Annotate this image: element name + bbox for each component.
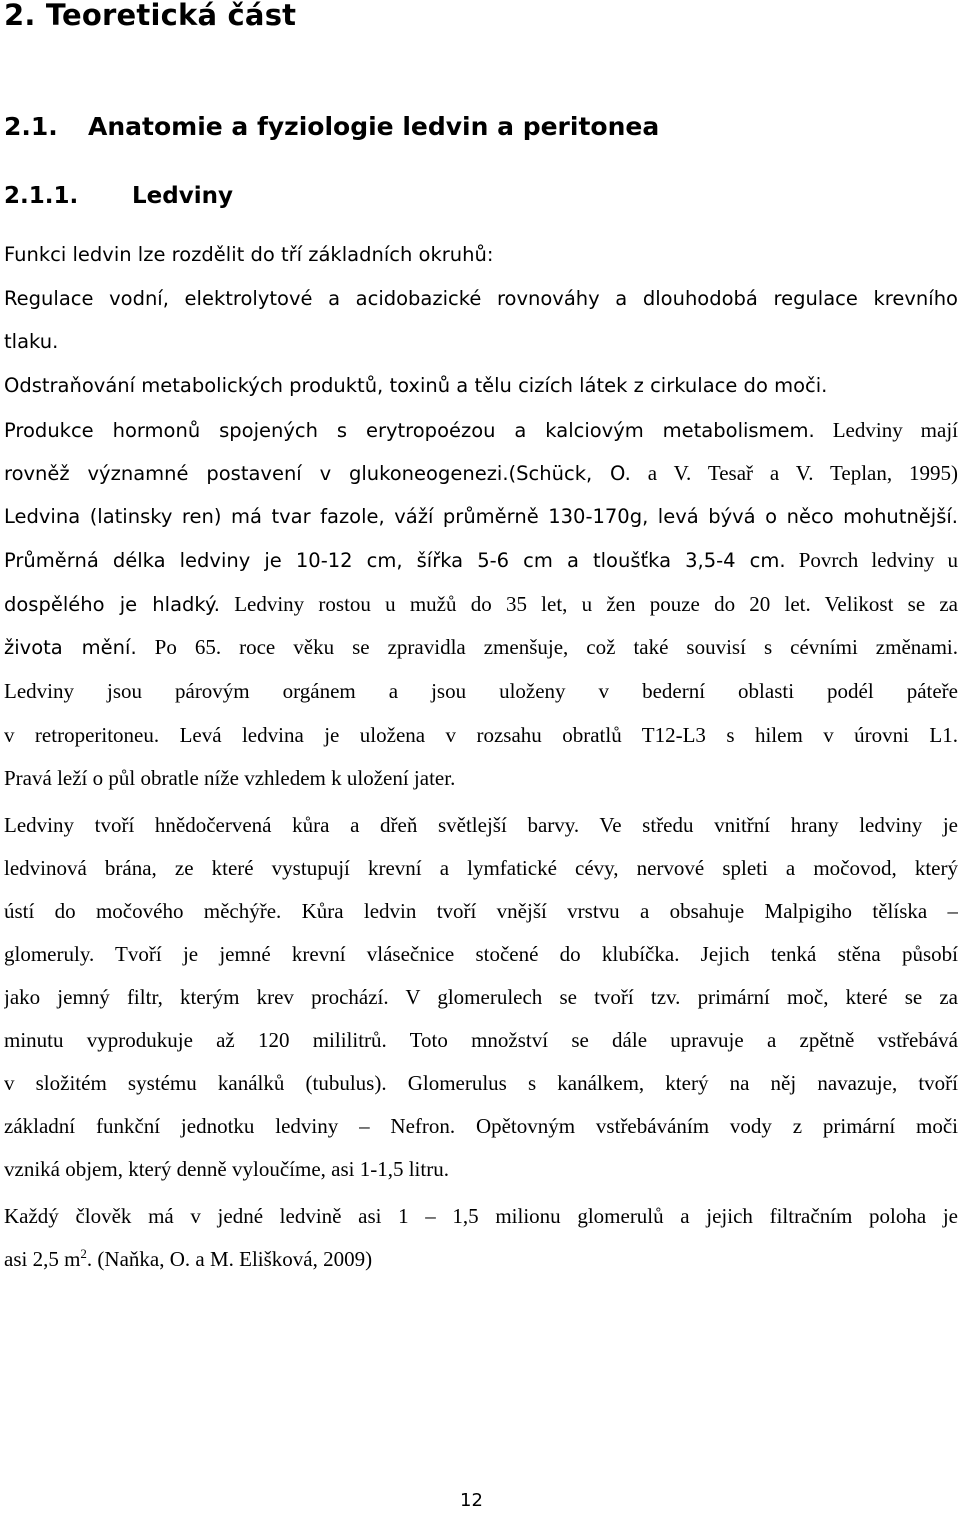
- text-run: Povrch ledviny u: [798, 548, 958, 572]
- text-run: . (Naňka, O. a M. Elišková, 2009): [86, 1247, 373, 1271]
- section-number: 2.1.: [4, 112, 58, 141]
- text-line: v retroperitoneu. Levá ledvina je uložena v rozsahu obratlů T12-L3 s hilem v úrovni L1.: [4, 723, 958, 747]
- text-line: ústí do močového měchýře. Kůra ledvin tvoří vnější vrstvu a obsahuje Malpigiho tělíska –: [4, 899, 958, 923]
- text-run: dospělého je hladký.: [4, 593, 220, 616]
- text-run: a V. Tesař a V. Teplan, 1995): [647, 461, 958, 485]
- text-run: Ledviny mají: [832, 418, 958, 442]
- text-line: Ledvina (latinsky ren) má tvar fazole, váží průměrně 130-170g, levá bývá o něco mohutnější.: [4, 505, 958, 528]
- subsection-number: 2.1.1.: [4, 183, 79, 209]
- text-run: Průměrná délka ledviny je 10-12 cm, šířka 5-6 cm a tloušťka 3,5-4 cm.: [4, 549, 786, 572]
- text-line: [4, 416, 958, 444]
- text-line: základní funkční jednotku ledviny – Nefron. Opětovným vstřebáváním vody z primární moči: [4, 1114, 958, 1138]
- text-line: vzniká objem, který denně vyloučíme, asi 1-1,5 litru.: [4, 1157, 449, 1181]
- text-run: Ledviny rostou u mužů do 35 let, u žen pouze do 20 let. Velikost se za: [234, 592, 958, 616]
- text-line: v složitém systému kanálků (tubulus). Glomerulus s kanálkem, který na něj navazuje, tvoří: [4, 1071, 958, 1095]
- text-run: života mění.: [4, 636, 137, 659]
- text-line: jako jemný filtr, kterým krev prochází. V glomerulech se tvoří tzv. primární moč, které se za: [4, 985, 958, 1009]
- text-line: minutu vyprodukuje až 120 mililitrů. Toto množství se dále upravuje a zpětně vstřebává: [4, 1028, 958, 1052]
- text-line: [4, 633, 958, 661]
- subsection-title: Ledviny: [132, 183, 233, 209]
- text-line: Pravá leží o půl obratle níže vzhledem k uložení jater.: [4, 766, 456, 790]
- text-line: Regulace vodní, elektrolytové a acidobazické rovnováhy a dlouhodobá regulace krevního: [4, 287, 958, 310]
- text-line: glomeruly. Tvoří je jemné krevní vlásečnice stočené do klubíčka. Jejich tenká stěna působí: [4, 942, 958, 966]
- chapter-heading: 2. Teoretická část: [4, 0, 297, 32]
- text-run: asi 2,5 m: [4, 1247, 81, 1271]
- text-run: Po 65. roce věku se zpravidla zmenšuje, což také souvisí s cévními změnami.: [154, 635, 958, 659]
- section-heading: [4, 112, 659, 141]
- text-line: Každý člověk má v jedné ledvině asi 1 – 1,5 milionu glomerulů a jejich filtračním poloha je: [4, 1204, 958, 1228]
- text-run: Produkce hormonů spojených s erytropoézou a kalciovým metabolismem.: [4, 419, 815, 442]
- page-number: 12: [460, 1490, 483, 1511]
- text-line: [4, 590, 958, 618]
- text-line: [4, 546, 958, 574]
- section-title: Anatomie a fyziologie ledvin a peritonea: [88, 112, 660, 141]
- text-run: rovněž významné postavení v glukoneogenezi.(Schück, O.: [4, 462, 631, 485]
- text-line: Odstraňování metabolických produktů, toxinů a tělu cizích látek z cirkulace do moči.: [4, 374, 828, 397]
- text-line: Ledviny tvoří hnědočervená kůra a dřeň světlejší barvy. Ve středu vnitřní hrany ledviny je: [4, 813, 958, 837]
- text-line: ledvinová brána, ze které vystupují krevní a lymfatické cévy, nervové spleti a močovod, který: [4, 856, 958, 880]
- text-line: Ledviny jsou párovým orgánem a jsou uloženy v bederní oblasti podél páteře: [4, 679, 958, 703]
- text-line: tlaku.: [4, 330, 59, 353]
- text-line: [4, 1245, 958, 1273]
- text-line: Funkci ledvin lze rozdělit do tří základních okruhů:: [4, 243, 494, 266]
- subsection-heading: [4, 183, 233, 209]
- text-line: [4, 459, 958, 487]
- superscript: 2: [80, 1246, 87, 1261]
